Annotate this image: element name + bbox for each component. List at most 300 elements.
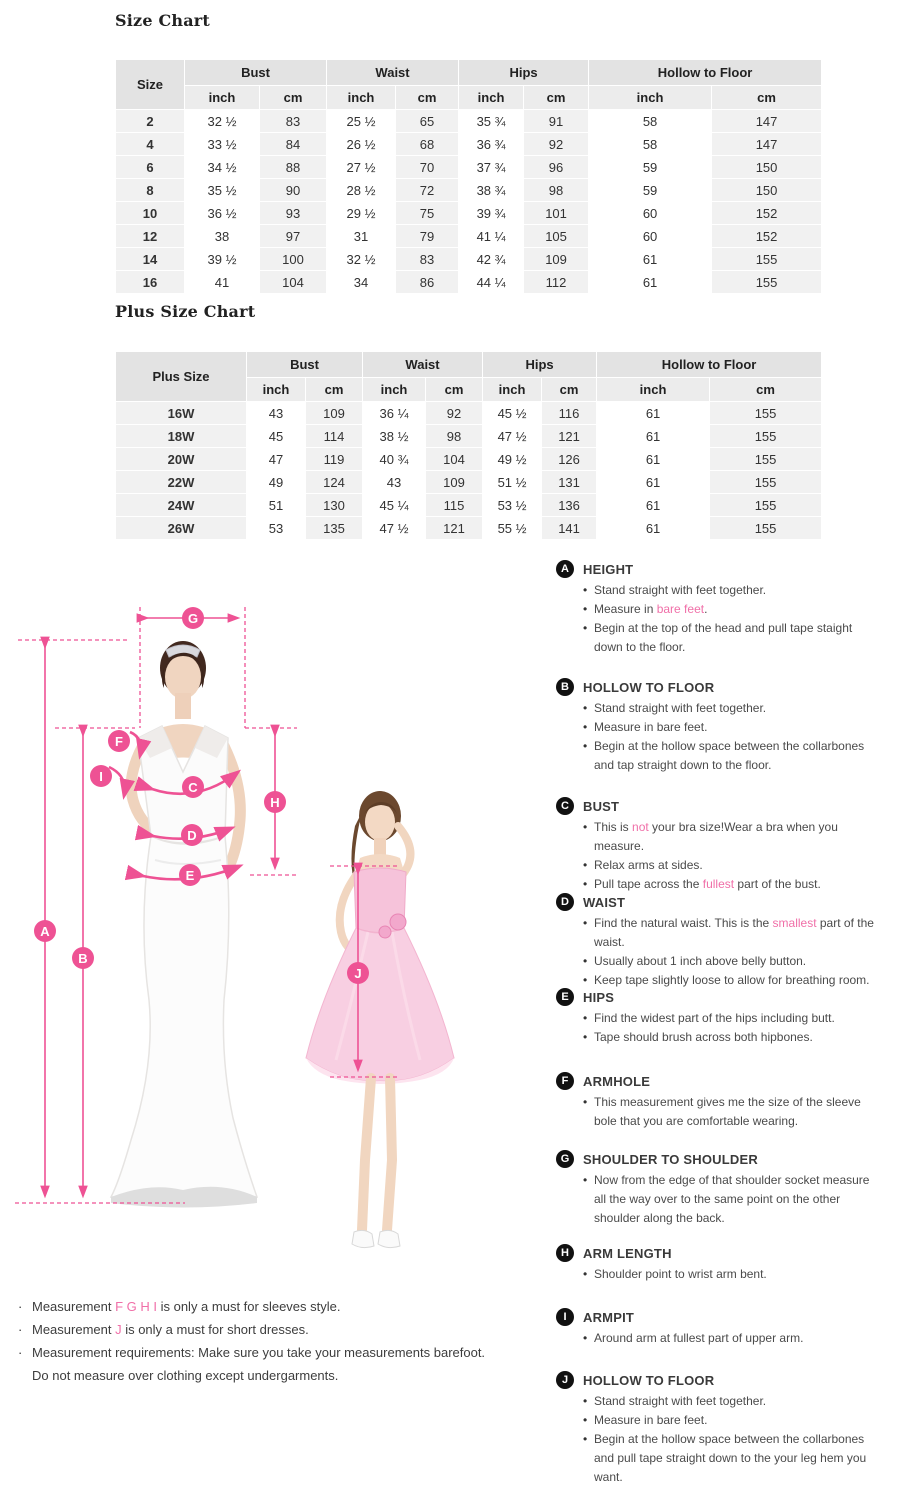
bullet-dot: • xyxy=(583,877,588,891)
measurement-title: WAIST xyxy=(583,894,626,910)
bullet-dot: • xyxy=(583,583,588,597)
measurement-cell: 101 xyxy=(524,202,588,224)
text-segment: Measurement requirements: Make sure you take your measurements barefoot. xyxy=(32,1345,486,1360)
table-header-row xyxy=(116,352,821,377)
measurement-bullet xyxy=(583,737,875,775)
text-segment: Begin at the hollow space between the collarbones and tap straight down to the floor. xyxy=(594,739,865,772)
figure-label-D: D xyxy=(187,828,197,843)
text-segment: Measure in bare feet. xyxy=(594,720,708,734)
measurement-cell: 58 xyxy=(589,133,711,155)
measurement-cell: 39 ¾ xyxy=(459,202,523,224)
size-cell: 24W xyxy=(116,494,246,516)
unit-header: inch xyxy=(589,86,711,109)
measurement-bullet xyxy=(583,600,875,619)
bullet-dot: • xyxy=(583,954,588,968)
measurement-letter-badge: B xyxy=(556,678,574,696)
figure-label-F: F xyxy=(115,734,123,749)
text-segment: This measurement gives me the size of the sleeve bole that you are comfortable wearing. xyxy=(594,1095,861,1128)
measurement-bullet xyxy=(583,856,875,875)
text-segment: Begin at the top of the head and pull tape staight down to the floor. xyxy=(594,621,853,654)
bullet-dot: • xyxy=(583,916,588,930)
figure-label-A: A xyxy=(40,924,50,939)
unit-header: cm xyxy=(542,378,596,401)
measurement-cell: 136 xyxy=(542,494,596,516)
figure-label-C: C xyxy=(188,780,198,795)
size-cell: 20W xyxy=(116,448,246,470)
measurement-bullet xyxy=(583,1093,875,1131)
size-cell: 10 xyxy=(116,202,184,224)
measurement-letter-badge: D xyxy=(556,893,574,911)
measurement-cell: 155 xyxy=(710,494,821,516)
measurement-cell: 38 xyxy=(185,225,259,247)
measurement-cell: 155 xyxy=(710,425,821,447)
measurement-cell: 45 ¼ xyxy=(363,494,425,516)
measurement-cell: 92 xyxy=(524,133,588,155)
measurement-title: HOLLOW TO FLOOR xyxy=(583,679,715,695)
size-cell: 16 xyxy=(116,271,184,293)
measurement-cell: 84 xyxy=(260,133,326,155)
size-chart-title: Size Chart xyxy=(115,11,211,30)
measurement-letter-badge: C xyxy=(556,797,574,815)
measurement-title: HIPS xyxy=(583,989,615,1005)
text-segment: Stand straight with feet together. xyxy=(594,583,767,597)
measurement-cell: 61 xyxy=(597,425,709,447)
text-segment: Find the natural waist. This is the xyxy=(594,916,773,930)
text-segment: Tape should brush across both hipbones. xyxy=(594,1030,813,1044)
footnotes xyxy=(18,1295,508,1387)
measurement-diagram xyxy=(0,560,560,1300)
measurement-cell: 98 xyxy=(426,425,482,447)
measurement-cell: 100 xyxy=(260,248,326,270)
text-segment: Now from the edge of that shoulder socket measure all the way over to the same point on the other shoulder along the back. xyxy=(594,1173,870,1225)
unit-header: inch xyxy=(185,86,259,109)
measurement-cell: 115 xyxy=(426,494,482,516)
size-cell: 4 xyxy=(116,133,184,155)
size-cell: 16W xyxy=(116,402,246,424)
measurement-cell: 26 ½ xyxy=(327,133,395,155)
size-cell: 14 xyxy=(116,248,184,270)
unit-header: cm xyxy=(712,86,821,109)
measurement-letter-badge: A xyxy=(556,560,574,578)
measurement-cell: 65 xyxy=(396,110,458,132)
footnote xyxy=(18,1341,508,1387)
size-cell: 18W xyxy=(116,425,246,447)
text-segment: part of the bust. xyxy=(734,877,821,891)
measurement-cell: 58 xyxy=(589,110,711,132)
measurement-section-j xyxy=(556,1371,886,1487)
measurement-title: ARMHOLE xyxy=(583,1073,651,1089)
text-segment: is only a must for short dresses. xyxy=(121,1322,309,1337)
bullet-dot: • xyxy=(583,739,588,753)
shoe xyxy=(378,1230,400,1247)
bullet-dot: • xyxy=(583,1432,588,1446)
measurement-cell: 32 ½ xyxy=(327,248,395,270)
table-row xyxy=(116,425,821,447)
shoe xyxy=(352,1230,374,1247)
measurement-title: HEIGHT xyxy=(583,561,634,577)
measurement-cell: 121 xyxy=(426,517,482,539)
measurement-cell: 72 xyxy=(396,179,458,201)
measurement-bullet xyxy=(583,952,875,971)
measurement-cell: 121 xyxy=(542,425,596,447)
measurement-bullet xyxy=(583,1430,875,1487)
measurement-cell: 119 xyxy=(306,448,362,470)
measurement-cell: 42 ¾ xyxy=(459,248,523,270)
bullet-dot: · xyxy=(18,1299,23,1314)
table-row xyxy=(116,471,821,493)
bullet-dot: • xyxy=(583,1030,588,1044)
figure-label-J: J xyxy=(354,966,362,981)
measurement-cell: 79 xyxy=(396,225,458,247)
measurement-letter-badge: J xyxy=(556,1371,574,1389)
measurement-cell: 29 ½ xyxy=(327,202,395,224)
measurement-cell: 47 ½ xyxy=(483,425,541,447)
measurement-cell: 34 xyxy=(327,271,395,293)
measurement-section-h xyxy=(556,1244,886,1284)
text-segment: Measure in bare feet. xyxy=(594,1413,708,1427)
column-group-bust: Bust xyxy=(185,60,326,85)
bullet-dot: • xyxy=(583,973,588,987)
measurement-cell: 47 ½ xyxy=(363,517,425,539)
text-segment: Pull tape across the xyxy=(594,877,703,891)
measurement-cell: 43 xyxy=(247,402,305,424)
measurement-cell: 61 xyxy=(597,402,709,424)
measurement-cell: 51 xyxy=(247,494,305,516)
table-row xyxy=(116,448,821,470)
bullet-dot: • xyxy=(583,602,588,616)
measurement-cell: 36 ¾ xyxy=(459,133,523,155)
measurement-title: ARMPIT xyxy=(583,1309,635,1325)
highlighted-text: not xyxy=(632,820,649,834)
table-row xyxy=(116,110,821,132)
dress-flower xyxy=(379,926,391,938)
measurement-cell: 92 xyxy=(426,402,482,424)
figure-label-I: I xyxy=(99,769,103,784)
measurement-cell: 61 xyxy=(597,448,709,470)
column-group-hollow: Hollow to Floor xyxy=(597,352,821,377)
measurement-cell: 93 xyxy=(260,202,326,224)
measurement-cell: 43 xyxy=(363,471,425,493)
text-segment: This is xyxy=(594,820,633,834)
measurement-letter-badge: G xyxy=(556,1150,574,1168)
measurement-cell: 61 xyxy=(597,494,709,516)
table-row xyxy=(116,156,821,178)
measurement-cell: 60 xyxy=(589,202,711,224)
measurement-cell: 45 xyxy=(247,425,305,447)
measurement-bullet xyxy=(583,1329,875,1348)
measurement-title: HOLLOW TO FLOOR xyxy=(583,1372,715,1388)
unit-header: inch xyxy=(597,378,709,401)
measurement-cell: 60 xyxy=(589,225,711,247)
text-segment: Stand straight with feet together. xyxy=(594,1394,767,1408)
measurement-bullet xyxy=(583,818,875,856)
measurement-cell: 112 xyxy=(524,271,588,293)
measurement-cell: 147 xyxy=(712,133,821,155)
size-cell: 12 xyxy=(116,225,184,247)
bullet-dot: • xyxy=(583,1173,588,1187)
bullet-dot: • xyxy=(583,1331,588,1345)
measurement-bullet xyxy=(583,1171,875,1228)
measurement-cell: 39 ½ xyxy=(185,248,259,270)
measurement-cell: 61 xyxy=(589,248,711,270)
size-cell: 26W xyxy=(116,517,246,539)
column-header-plus-size: Plus Size xyxy=(116,352,246,401)
text-segment: Usually about 1 inch above belly button. xyxy=(594,954,807,968)
unit-header: inch xyxy=(327,86,395,109)
measurement-cell: 155 xyxy=(710,448,821,470)
table-row xyxy=(116,225,821,247)
footnote xyxy=(18,1318,508,1341)
measurement-section-d xyxy=(556,893,886,990)
measurement-section-c xyxy=(556,797,886,894)
measurement-cell: 47 xyxy=(247,448,305,470)
table-row xyxy=(116,271,821,293)
measurement-cell: 91 xyxy=(524,110,588,132)
table-row xyxy=(116,248,821,270)
measurement-bullet xyxy=(583,581,875,600)
text-segment: Measure in xyxy=(594,602,657,616)
column-group-waist: Waist xyxy=(327,60,458,85)
table-row xyxy=(116,179,821,201)
measurement-cell: 49 ½ xyxy=(483,448,541,470)
measurement-cell: 135 xyxy=(306,517,362,539)
measurement-cell: 97 xyxy=(260,225,326,247)
column-group-bust: Bust xyxy=(247,352,362,377)
measurement-section-a xyxy=(556,560,886,657)
figure-label-H: H xyxy=(270,795,280,810)
size-cell: 2 xyxy=(116,110,184,132)
measurement-letter-badge: F xyxy=(556,1072,574,1090)
measurement-cell: 32 ½ xyxy=(185,110,259,132)
dress-flower xyxy=(390,914,406,930)
measurement-bullet xyxy=(583,1028,875,1047)
measurement-cell: 49 xyxy=(247,471,305,493)
measurement-cell: 90 xyxy=(260,179,326,201)
measurement-cell: 155 xyxy=(710,517,821,539)
measurement-cell: 141 xyxy=(542,517,596,539)
measurement-section-f xyxy=(556,1072,886,1131)
measurement-cell: 150 xyxy=(712,179,821,201)
measurement-cell: 41 ¼ xyxy=(459,225,523,247)
table-row xyxy=(116,517,821,539)
bullet-dot: • xyxy=(583,1413,588,1427)
highlighted-text: fullest xyxy=(702,877,735,891)
text-segment: Shoulder point to wrist arm bent. xyxy=(594,1267,767,1281)
measurement-cell: 104 xyxy=(426,448,482,470)
measurement-cell: 105 xyxy=(524,225,588,247)
highlighted-text: J xyxy=(115,1322,122,1337)
size-cell: 8 xyxy=(116,179,184,201)
measurement-cell: 68 xyxy=(396,133,458,155)
measurement-cell: 27 ½ xyxy=(327,156,395,178)
bullet-dot: • xyxy=(583,720,588,734)
column-header-size: Size xyxy=(116,60,184,109)
measurement-cell: 61 xyxy=(597,471,709,493)
bullet-dot: • xyxy=(583,1011,588,1025)
measurement-cell: 83 xyxy=(396,248,458,270)
text-segment: Do not measure over clothing except undergarments. xyxy=(32,1368,339,1383)
plus-size-chart-title: Plus Size Chart xyxy=(115,302,256,321)
measurement-bullet xyxy=(583,914,875,952)
text-segment: Find the widest part of the hips including butt. xyxy=(594,1011,835,1025)
measurement-cell: 147 xyxy=(712,110,821,132)
bullet-dot: • xyxy=(583,1267,588,1281)
measurement-cell: 109 xyxy=(524,248,588,270)
figure-label-B: B xyxy=(78,951,88,966)
unit-header: cm xyxy=(426,378,482,401)
bride-figure xyxy=(111,641,257,1208)
measurement-cell: 31 xyxy=(327,225,395,247)
measurement-section-i xyxy=(556,1308,886,1348)
measurement-letter-badge: I xyxy=(556,1308,574,1326)
measurement-cell: 104 xyxy=(260,271,326,293)
unit-header: cm xyxy=(260,86,326,109)
bullet-dot: • xyxy=(583,820,588,834)
text-segment: . xyxy=(704,602,708,616)
size-chart-table xyxy=(115,59,822,294)
table-row xyxy=(116,133,821,155)
measurement-cell: 55 ½ xyxy=(483,517,541,539)
bullet-dot: • xyxy=(583,1394,588,1408)
size-cell: 22W xyxy=(116,471,246,493)
measurement-cell: 150 xyxy=(712,156,821,178)
measurement-cell: 131 xyxy=(542,471,596,493)
size-cell: 6 xyxy=(116,156,184,178)
highlighted-text: F G H I xyxy=(115,1299,157,1314)
plus-size-chart-table xyxy=(115,351,822,540)
measurement-cell: 59 xyxy=(589,156,711,178)
unit-header: cm xyxy=(306,378,362,401)
measurement-cell: 34 ½ xyxy=(185,156,259,178)
measurement-cell: 83 xyxy=(260,110,326,132)
bullet-dot: · xyxy=(18,1345,23,1360)
column-group-hips: Hips xyxy=(483,352,596,377)
measurement-cell: 45 ½ xyxy=(483,402,541,424)
measurement-cell: 109 xyxy=(306,402,362,424)
text-segment: is only a must for sleeves style. xyxy=(156,1299,341,1314)
text-segment: Around arm at fullest part of upper arm. xyxy=(594,1331,804,1345)
measurement-cell: 61 xyxy=(589,271,711,293)
measurement-cell: 53 ½ xyxy=(483,494,541,516)
measurement-cell: 124 xyxy=(306,471,362,493)
bullet-dot: · xyxy=(18,1322,23,1337)
measurement-title: BUST xyxy=(583,798,620,814)
measurement-letter-badge: H xyxy=(556,1244,574,1262)
measurement-bullet xyxy=(583,1411,875,1430)
measurement-cell: 152 xyxy=(712,202,821,224)
measurement-cell: 61 xyxy=(597,517,709,539)
measurement-cell: 114 xyxy=(306,425,362,447)
bullet-dot: • xyxy=(583,621,588,635)
figure-label-G: G xyxy=(187,611,199,626)
footnote xyxy=(18,1295,508,1318)
measurement-bullet xyxy=(583,699,875,718)
armpit-arrow xyxy=(109,767,125,796)
measurement-bullet xyxy=(583,1265,875,1284)
measurement-bullet xyxy=(583,718,875,737)
measurement-cell: 152 xyxy=(712,225,821,247)
measurement-cell: 98 xyxy=(524,179,588,201)
measurement-cell: 37 ¾ xyxy=(459,156,523,178)
text-segment: Begin at the hollow space between the collarbones and pull tape straight down to the your leg hem you want. xyxy=(594,1432,867,1484)
measurement-cell: 109 xyxy=(426,471,482,493)
measurement-cell: 25 ½ xyxy=(327,110,395,132)
highlighted-text: bare feet xyxy=(656,602,705,616)
measurement-cell: 38 ½ xyxy=(363,425,425,447)
measurement-cell: 155 xyxy=(710,471,821,493)
measurement-title: SHOULDER TO SHOULDER xyxy=(583,1151,758,1167)
column-group-waist: Waist xyxy=(363,352,482,377)
text-segment: Measurement xyxy=(32,1322,116,1337)
measurement-cell: 116 xyxy=(542,402,596,424)
measurement-section-b xyxy=(556,678,886,775)
unit-header: inch xyxy=(483,378,541,401)
measurement-title: ARM LENGTH xyxy=(583,1245,672,1261)
text-segment: Stand straight with feet together. xyxy=(594,701,767,715)
text-segment: Relax arms at sides. xyxy=(594,858,703,872)
column-group-hips: Hips xyxy=(459,60,588,85)
measurement-bullet xyxy=(583,619,875,657)
measurement-section-g xyxy=(556,1150,886,1228)
measurement-cell: 130 xyxy=(306,494,362,516)
measurement-cell: 35 ¾ xyxy=(459,110,523,132)
unit-header: inch xyxy=(247,378,305,401)
text-segment: part of the waist. xyxy=(594,916,874,949)
measurement-cell: 75 xyxy=(396,202,458,224)
measurement-letter-badge: E xyxy=(556,988,574,1006)
unit-header: inch xyxy=(363,378,425,401)
unit-header: cm xyxy=(710,378,821,401)
measurement-cell: 59 xyxy=(589,179,711,201)
table-header-row xyxy=(116,60,821,85)
table-row xyxy=(116,202,821,224)
bullet-dot: • xyxy=(583,701,588,715)
measurement-bullet xyxy=(583,1009,875,1028)
measurement-cell: 126 xyxy=(542,448,596,470)
measurement-cell: 41 xyxy=(185,271,259,293)
measurement-cell: 155 xyxy=(710,402,821,424)
measurement-cell: 33 ½ xyxy=(185,133,259,155)
measurement-bullet xyxy=(583,875,875,894)
measurement-cell: 44 ¼ xyxy=(459,271,523,293)
unit-header: cm xyxy=(524,86,588,109)
table-row xyxy=(116,494,821,516)
measurement-cell: 51 ½ xyxy=(483,471,541,493)
measurement-cell: 40 ¾ xyxy=(363,448,425,470)
unit-header: cm xyxy=(396,86,458,109)
text-segment: your bra size!Wear a bra when you measure. xyxy=(594,820,838,853)
measurement-diagram-svg xyxy=(0,560,560,1300)
unit-header: inch xyxy=(459,86,523,109)
table-row xyxy=(116,402,821,424)
measurement-cell: 28 ½ xyxy=(327,179,395,201)
bullet-dot: • xyxy=(583,858,588,872)
measurement-cell: 155 xyxy=(712,248,821,270)
measurement-cell: 38 ¾ xyxy=(459,179,523,201)
measurement-cell: 88 xyxy=(260,156,326,178)
column-group-hollow: Hollow to Floor xyxy=(589,60,821,85)
measurement-cell: 70 xyxy=(396,156,458,178)
bullet-dot: • xyxy=(583,1095,588,1109)
measurement-cell: 96 xyxy=(524,156,588,178)
text-segment: Keep tape slightly loose to allow for breathing room. xyxy=(594,973,870,987)
measurement-cell: 35 ½ xyxy=(185,179,259,201)
measurement-cell: 86 xyxy=(396,271,458,293)
measurement-cell: 53 xyxy=(247,517,305,539)
short-dress-figure xyxy=(306,791,454,1248)
text-segment: Measurement xyxy=(32,1299,116,1314)
table-subheader-row xyxy=(116,86,821,109)
